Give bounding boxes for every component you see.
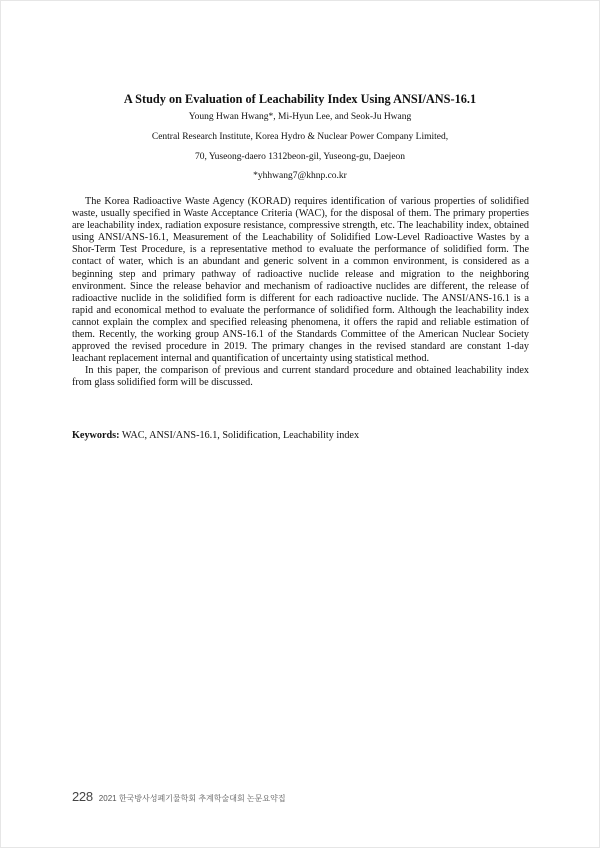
keywords-list: WAC, ANSI/ANS-16.1, Solidification, Leachability index (121, 430, 360, 441)
affiliation-line-1: Central Research Institute, Korea Hydro & Nuclear Power Company Limited, (151, 132, 449, 142)
paper-title: A Study on Evaluation of Leachability Index Using ANSI/ANS-16.1 (123, 92, 477, 106)
abstract-paragraph-1: The Korea Radioactive Waste Agency (KORAD) requires identification of various properties of solidified waste, usually specified in Waste Acceptance Criteria (WAC), for the disposal of them. The primary properties are leachability index, radiation exposure resistance, compressive strength, etc. The leachability index, obtained using ANSI/ANS-16.1, Measurement of the Leachability of Solidified Low-Level Radioactive Wastes by a Shor-Term Test Procedure, is a representative method to evaluate the performance of solidified form. The contact of water, which is an abundant and generic solvent in a common environment, is considered as a beginning step and primary pathway of radioactive nuclide release and migration to the neighboring environment. Since the release behavior and mechanism of radioactive nuclides are different, the release of radioactive nuclide in the solidified form is different for each radioactive nuclide. The ANSI/ANS-16.1 is a rapid and economical method to evaluate the performance of solidified form. Although the leachability index cannot explain the complex and specified releasing phenomena, it offers the rapid and reliable estimation of them. Recently, the working group ANS-16.1 of the Standards Committee of the American Nuclear Society approved the revised procedure in 2019. The primary changes in the revised standard are constant 1-day leachant replacement internal and quantification of uncertainty using statistical method. (72, 196, 529, 365)
keywords-label: Keywords: (72, 430, 120, 441)
author-email: *yhhwang7@khnp.co.kr (253, 171, 347, 181)
page-footer (72, 788, 286, 806)
abstract (72, 196, 529, 390)
authors: Young Hwan Hwang*, Mi-Hyun Lee, and Seok-Ju Hwang (188, 112, 412, 122)
abstract-paragraph-2: In this paper, the comparison of previous and current standard procedure and obtained leachability index from glass solidified form will be discussed. (72, 365, 529, 389)
page-number: 228 (72, 789, 93, 804)
keywords (72, 430, 529, 442)
affiliation-line-2: 70, Yuseong-daero 1312beon-gil, Yuseong-gu, Daejeon (194, 152, 406, 162)
proceedings-title: 2021 한국방사성폐기물학회 추계학술대회 논문요약집 (98, 794, 286, 803)
